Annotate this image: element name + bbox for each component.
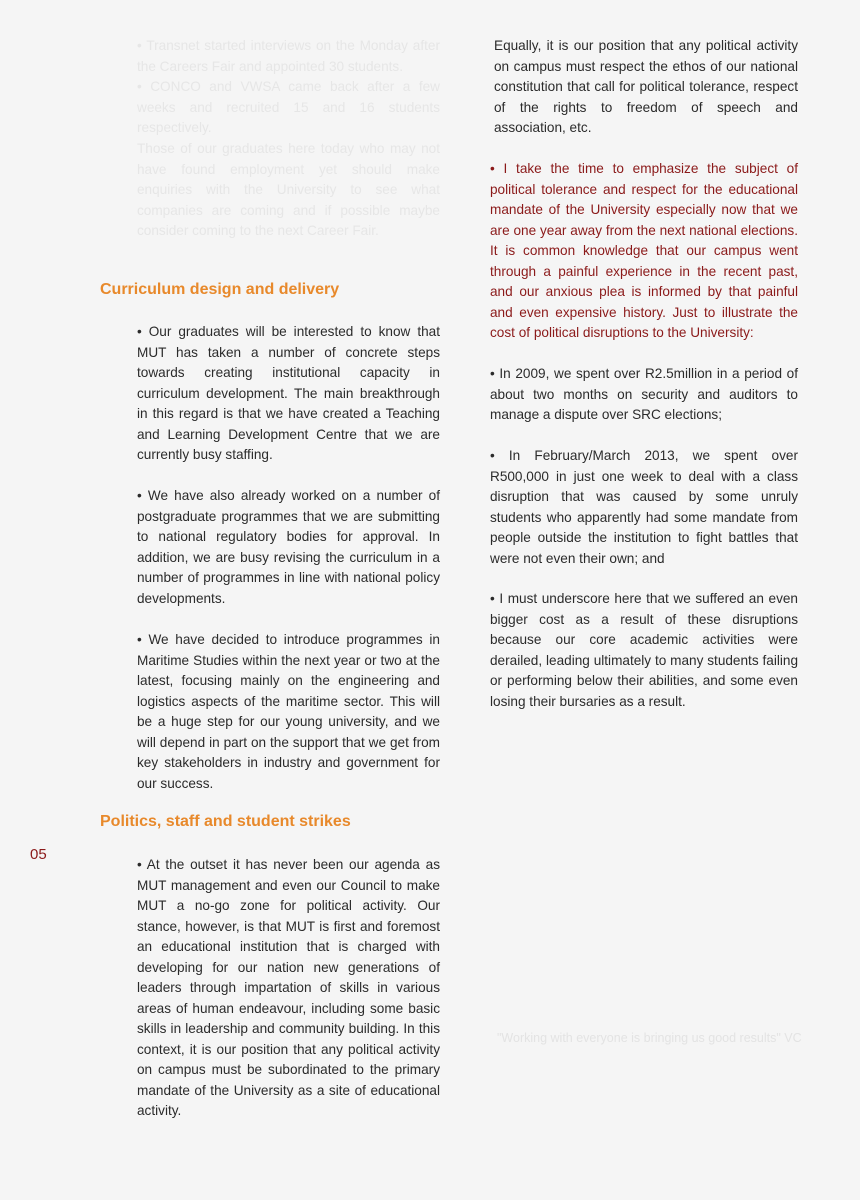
faded-bullet-conco: • CONCO and VWSA came back after a few weeks and recruited 15 and 16 students respectively. [137, 79, 440, 135]
right-para-political-tolerance: • I take the time to emphasize the subject of political tolerance and respect for the educational mandate of the University especially now that we are one year away from the next national elections. It is common knowledge that our campus went through a painful experience in the recent past, and our anxious plea is informed by that painful and even expensive history. Just to illustrate the cost of political disruptions to the University: [490, 161, 798, 340]
politics-heading: Politics, staff and student strikes [100, 813, 351, 830]
faded-bullet-transnet: • Transnet started interviews on the Monday after the Careers Fair and appointed 30 students. [137, 38, 440, 74]
right-para-constitution: Equally, it is our position that any political activity on campus must respect the ethos of our national constitution that call for political tolerance, respect of the rights to freedom of speech and association, etc. [494, 38, 798, 135]
faded-career-fair-para: Those of our graduates here today who may not have found employment yet should make enquiries with the University to see what companies are coming and if possible maybe consider coming to the next Career Fair. [137, 141, 440, 238]
curriculum-para-1: • Our graduates will be interested to know that MUT has taken a number of concrete steps towards creating institutional capacity in curriculum development. The main breakthrough in this regard is that we have created a Teaching and Learning Development Centre that we are currently busy staffing. [137, 324, 440, 462]
politics-para-1: • At the outset it has never been our agenda as MUT management and even our Council to make MUT a no-go zone for political activity. Our stance, however, is that MUT is first and foremost an educational institution that is charged with developing for our nation new generations of leaders through impartation of skills in various areas of human endeavour, including some basic skills in leadership and community building. In this context, it is our position that any political activity on campus must be subordinated to the primary mandate of the University as a site of educational activity. [137, 857, 440, 1118]
pull-quote: "Working with everyone is bringing us good results" VC [497, 1031, 802, 1045]
curriculum-para-2: • We have also already worked on a number of postgraduate programmes that we are submitting to national regulatory bodies for approval. In addition, we are busy revising the curriculum in a number of programmes in line with national policy developments. [137, 488, 440, 606]
right-para-bigger-cost: • I must underscore here that we suffered an even bigger cost as a result of these disruptions because our core academic activities were derailed, leading ultimately to many students failing or performing below their abilities, and some even losing their bursaries as a result. [490, 591, 798, 709]
curriculum-heading: Curriculum design and delivery [100, 281, 340, 298]
right-para-2013: • In February/March 2013, we spent over R500,000 in just one week to deal with a class disruption that was caused by some unruly students who apparently had some mandate from people outside the institution to fight battles that were not even their own; and [490, 448, 798, 566]
right-para-2009: • In 2009, we spent over R2.5million in a period of about two months on security and auditors to manage a dispute over SRC elections; [490, 366, 798, 422]
curriculum-para-3: • We have decided to introduce programmes in Maritime Studies within the next year or two at the latest, focusing mainly on the engineering and logistics aspects of the maritime sector. This will be a huge step for our young university, and we will depend in part on the support that we get from key stakeholders in industry and government for our success. [137, 632, 440, 791]
page-number: 05 [30, 846, 47, 863]
